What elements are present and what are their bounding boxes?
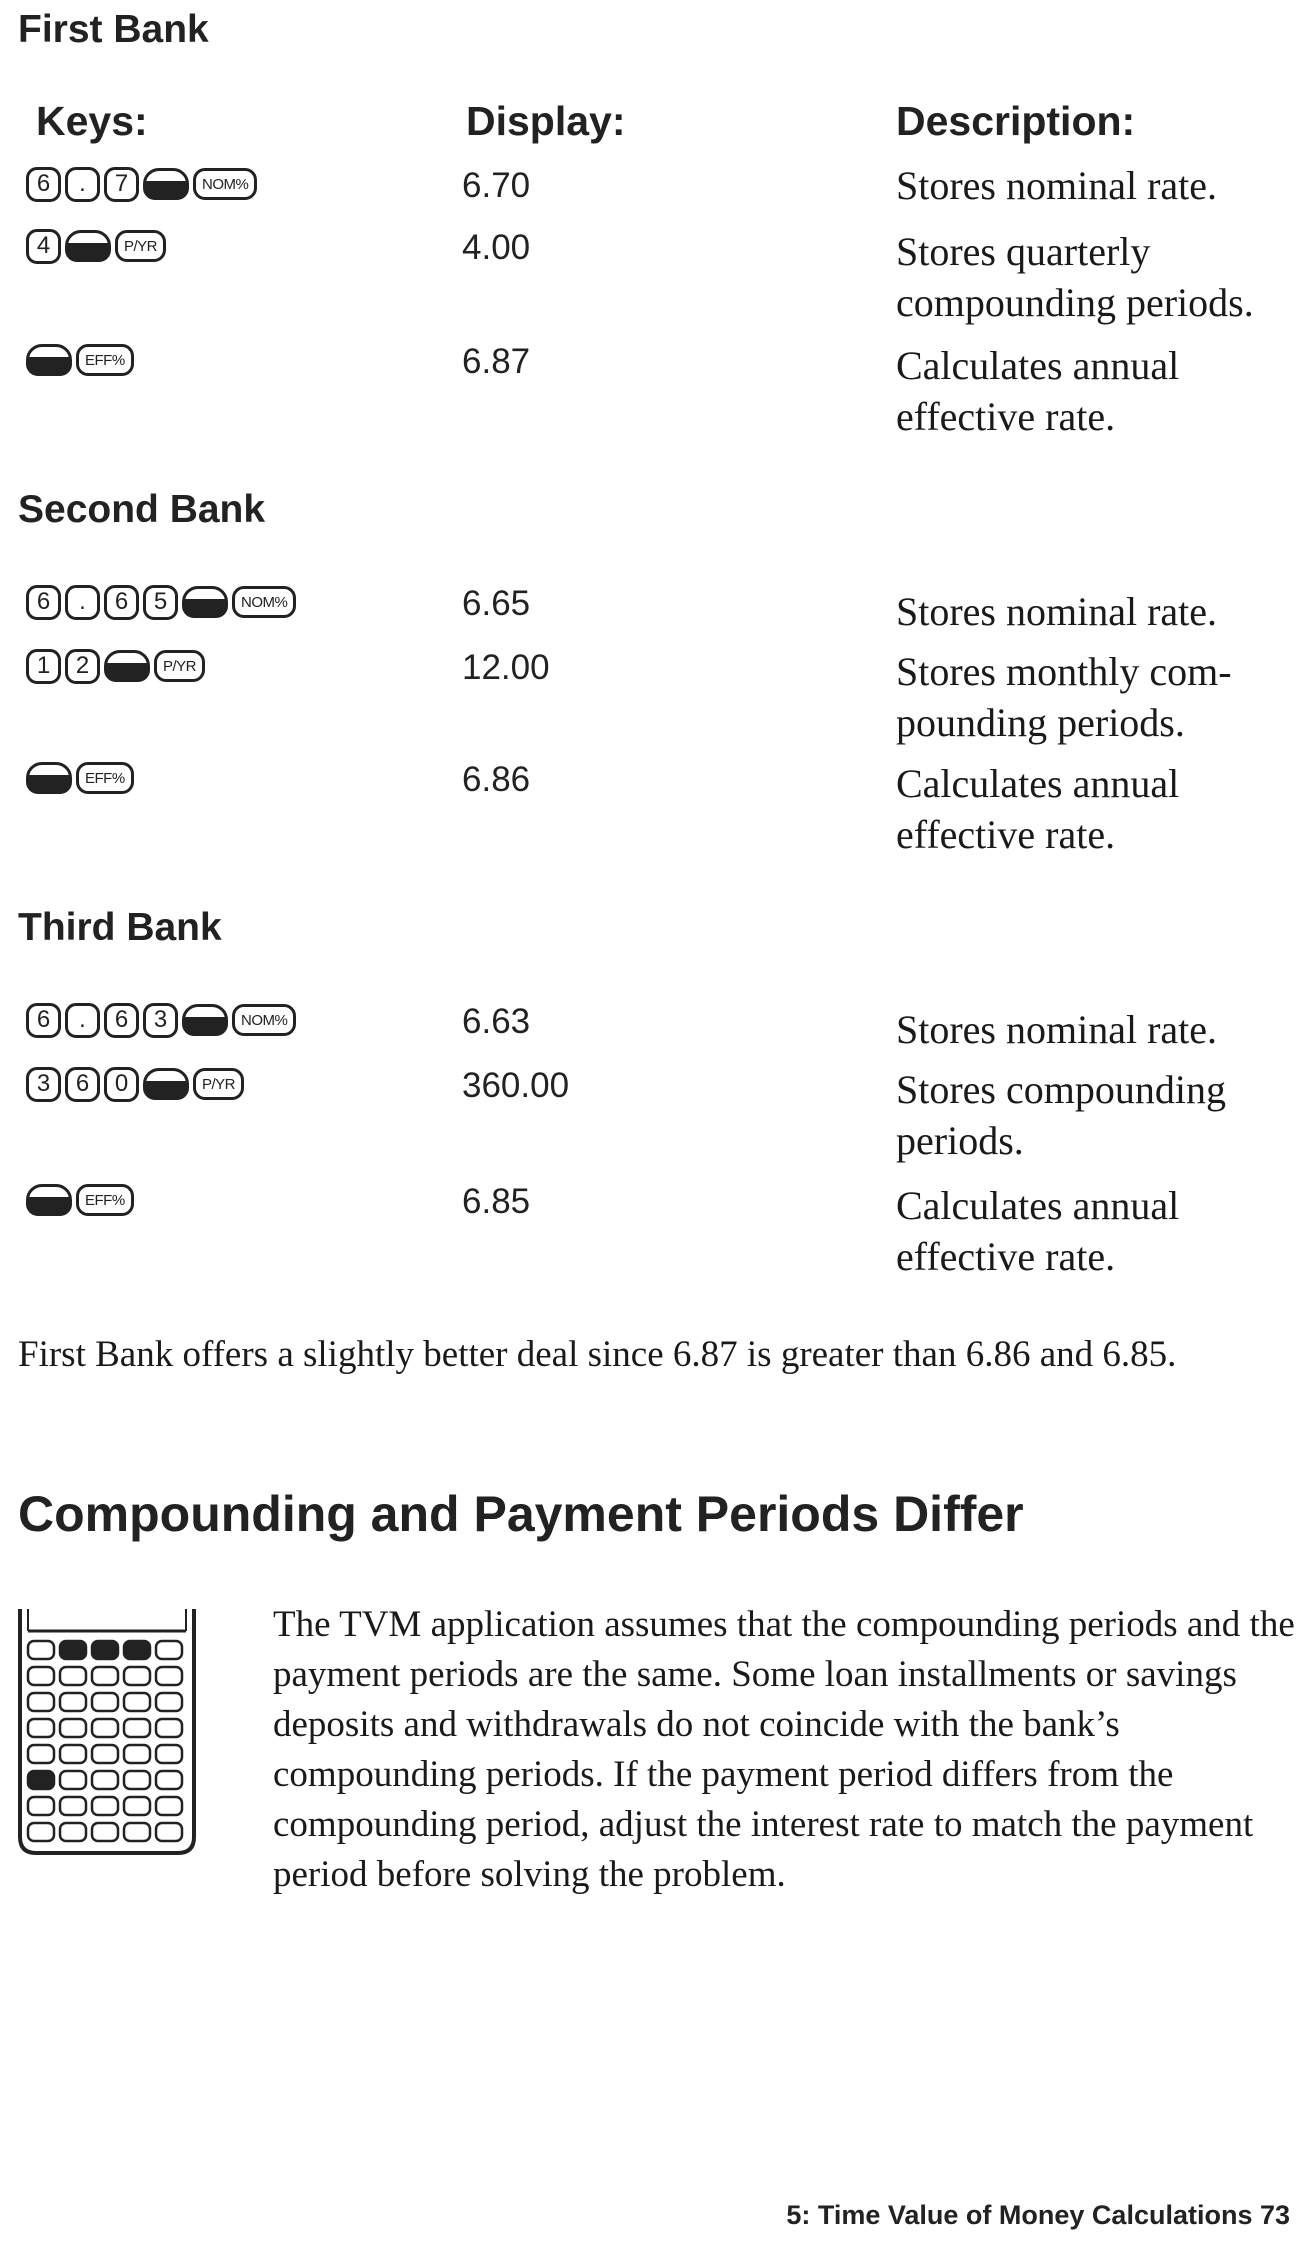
keystroke-sequence — [26, 644, 205, 688]
key-6: 6 — [26, 1003, 61, 1038]
display-value: 6.85 — [462, 1182, 531, 1221]
description-text: Calculates annual effective rate. — [896, 343, 1180, 439]
description-text: Calculates annual effective rate. — [896, 1183, 1180, 1279]
key-6: 6 — [104, 1003, 139, 1038]
keystroke-sequence — [26, 756, 134, 800]
shift-key-icon — [143, 168, 189, 200]
nom-percent-key: NOM% — [232, 1004, 296, 1036]
key-5: 5 — [143, 585, 178, 620]
header-display: Display: — [466, 98, 626, 144]
section-title-second-bank: Second Bank — [18, 488, 266, 531]
key-6: 6 — [26, 585, 61, 620]
keystroke-sequence — [26, 998, 296, 1042]
description-text: Stores monthly com-pounding periods. — [896, 649, 1232, 745]
p-yr-key: P/YR — [154, 650, 205, 682]
description-text: Calculates annual effective rate. — [896, 761, 1180, 857]
key-6: 6 — [104, 585, 139, 620]
description-text: Stores nominal rate. — [896, 163, 1218, 208]
section-heading: Compounding and Payment Periods Differ — [18, 1486, 1024, 1542]
eff-percent-key: EFF% — [76, 344, 134, 376]
nom-percent-key: NOM% — [232, 586, 296, 618]
keystroke-sequence — [26, 162, 257, 206]
p-yr-key: P/YR — [193, 1068, 244, 1100]
keystroke-sequence — [26, 338, 134, 382]
key-4: 4 — [26, 229, 61, 264]
description-text: Stores quarterly compounding periods. — [896, 229, 1254, 325]
key-decimal: . — [65, 1003, 100, 1038]
shift-key-icon — [143, 1068, 189, 1100]
key-2: 2 — [65, 649, 100, 684]
key-6: 6 — [65, 1067, 100, 1102]
key-0: 0 — [104, 1067, 139, 1102]
keystroke-sequence — [26, 1062, 244, 1106]
shift-key-icon — [182, 1004, 228, 1036]
header-description: Description: — [896, 98, 1136, 144]
display-value: 6.63 — [462, 1002, 531, 1041]
section-title-third-bank: Third Bank — [18, 906, 222, 949]
description-text: Stores compounding periods. — [896, 1067, 1226, 1163]
shift-key-icon — [26, 1184, 72, 1216]
key-6: 6 — [26, 167, 61, 202]
body-paragraph: The TVM application assumes that the compounding periods and the payment periods are the same. Some loan installments or savings deposits and withdrawals do not coincide with the bank’s compounding periods. If the payment period differs from the compounding period, adjust the interest rate to match the payment period before solving the problem. — [273, 1604, 1295, 1895]
conclusion-paragraph: First Bank offers a slightly better deal since 6.87 is greater than 6.86 and 6.85. — [18, 1334, 1177, 1375]
display-value: 6.86 — [462, 760, 531, 799]
description-text: Stores nominal rate. — [896, 589, 1218, 634]
display-value: 360.00 — [462, 1066, 570, 1105]
shift-key-icon — [182, 586, 228, 618]
display-value: 4.00 — [462, 228, 531, 267]
nom-percent-key: NOM% — [193, 168, 257, 200]
keystroke-sequence — [26, 1178, 134, 1222]
shift-key-icon — [104, 650, 150, 682]
eff-percent-key: EFF% — [76, 1184, 134, 1216]
description-text: Stores nominal rate. — [896, 1007, 1218, 1052]
display-value: 6.87 — [462, 342, 531, 381]
shift-key-icon — [26, 762, 72, 794]
key-3: 3 — [26, 1067, 61, 1102]
eff-percent-key: EFF% — [76, 762, 134, 794]
display-value: 6.65 — [462, 584, 531, 623]
page-footer: 5: Time Value of Money Calculations 73 — [786, 2200, 1290, 2230]
section-title-first-bank: First Bank — [18, 8, 209, 51]
shift-key-icon — [65, 230, 111, 262]
keystroke-sequence — [26, 580, 296, 624]
display-value: 6.70 — [462, 166, 531, 205]
key-decimal: . — [65, 167, 100, 202]
display-value: 12.00 — [462, 648, 550, 687]
key-7: 7 — [104, 167, 139, 202]
calculator-keyboard-icon — [14, 1605, 200, 1857]
key-decimal: . — [65, 585, 100, 620]
key-3: 3 — [143, 1003, 178, 1038]
shift-key-icon — [26, 344, 72, 376]
header-keys: Keys: — [36, 98, 148, 144]
keystroke-sequence — [26, 224, 166, 268]
key-1: 1 — [26, 649, 61, 684]
p-yr-key: P/YR — [115, 230, 166, 262]
